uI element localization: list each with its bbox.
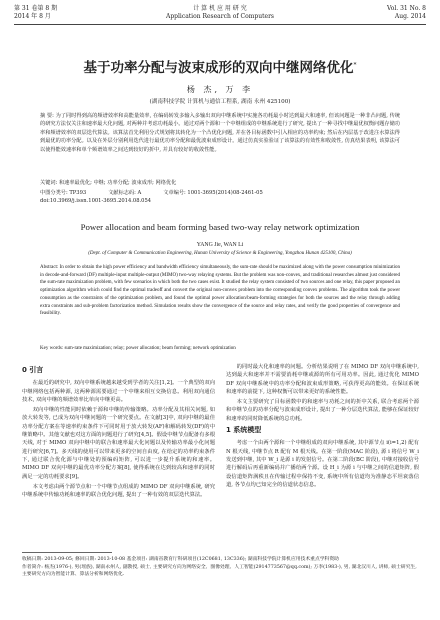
journal-name-cn: 计 算 机 应 用 研 究 [193,5,247,12]
footnote-author-bio: 作者简介: 杨杰(1976-), 男(瑶族), 湖南永州人, 副教授, 硕士, 主要研究方向为网络安全、图像处理、人工智能(2914773567@qq.com); 万李(1983-), 男, 湖北汉川人, 讲师, 硕士研究生, 主要研究方向为智能计算、算法分析和网络优化. [22,564,417,577]
header-rule [14,24,426,25]
keywords-cn: 关键词: 和速率最优化; 中继; 功率分配; 波束成形; 网络优化 [40,180,177,186]
title-footnote-mark: * [353,61,357,69]
clc-number: 中图分类号: TP393 [40,190,87,196]
volume-issue: 第 31 卷第 8 期 [14,5,58,12]
authors-en: YANG Jie, WAN Li [196,242,244,248]
issue-date-en: Aug. 2014 [394,13,426,20]
document-code: 文献标志码: A [108,190,142,196]
article-number: 文章编号: 1001-3695(2014)08-2461-05 [163,190,263,196]
paragraph: 在最近的研究中, 双向中继系统越来越受到学者的关注[1,2]。一个典型的双向中继网络包括两种源, 这两种源需要通过一个中继来相互交换信息。利用双向通信技术, 双向中继的频谱效率比单向中继更高。 [22,380,215,403]
abstract-cn: 摘 要: 为了同时得到高的频谱效率和高能量效率, 在编码转发多输入多输出双向中继系统中实施各功耗最小时达到最大和速率, 但该问题是一种非凸问题, 传统的研究方法仅关注和速率最大化问题, 对两种并考虑功耗最小。通过对两个源和一个中继组成的中继系统进行了研究, 提出了一种寻找中继最优权衡问题存储功率和频谱效率的双层迭代算法。该算法首先利用分式规划将其转化为一个凸优化问题, 并在各目标函数中引入相应的功率约束; 然后在内层基于改进注水算法得到最优的功率分配。以及在外层分别利用迭代进行最优功率分配和最优波束成形设计。通过仿真实验验证了该算法的有效性和收敛性, 仿真结果表明, 该算法可以使得能效速率和单个频谱效率之间达到较好的折中, 并具有较好的收敛性能。 [40,113,400,153]
section-heading-intro: 0 引言 [22,366,44,374]
paragraph: 本文主要研究了目标函数中的和速率与功耗之间的折中关系, 联合考虑两个源和中继节点的功率分配与波束成形设计, 提出了一种分层迭代算法, 能够在保证较好和速率的同时降低系统的总功耗。 [226,399,419,422]
paragraph: 本文考虑由两个源节点和一个中继节点组成的 MIMO DF 双向中继系统, 研究中继系统中传输功耗和速率的联合优化问题, 提出了一种有效的双层迭代算法。 [22,483,215,499]
affiliation-cn: (湖南科技学院 计算机与通信工程系, 湖南 永州 425100) [149,99,291,105]
authors-cn: 杨 杰, 万 李 [186,85,254,94]
affiliation-en: (Dept. of Computer & Communication Engineering, Hunan University of Science & Engineering, Yongzhou Hunan 425100, China) [88,251,352,256]
footnote-rule [22,552,112,553]
body-column-right [226,363,419,491]
paper-title-en: Power allocation and beam forming based two-way relay network optimization [80,222,360,232]
footnote [22,556,418,579]
body-column-left [22,363,215,501]
header-right [387,5,426,21]
volume-issue-en: Vol. 31 No. 8 [386,5,426,12]
keywords-en: Key words: sum-rate maximization; relay; power allocation; beam forming; network optimization [40,346,236,351]
issue-date: 2014 年 8 月 [14,13,51,20]
doi: doi:10.3969/j.issn.1001-3695.2014.08.054 [40,198,152,205]
journal-name-en: Application Research of Computers [165,13,275,20]
paragraph: 考虑一个由两个源和一个中继组成的双向中继系统, 其中源节点 i(i=1,2) 配有 N 根天线, 中继节点 R 配有 M 根天线。在第一阶段(MAC 阶段), 源 i 将信号 W_i 发送到中继, 其中 W_i 是源 i 的发射信号。在第二阶段(BC 阶段), 中继对接收信号进行解码后再重新编码并广播给两个源。设 H_i 为源 i 与中继之间的信道矩阵, 假设信道矩阵满秩且在传输过程中保持不变, 系统中所有信道均为准静态平坦衰落信道, 各节点均已知完全的信道状态信息。 [226,440,419,488]
paragraph: 双向中继的性能同时依赖于源和中继的传输策略。功率分配及其相关问题, 如放大转发等, 已成为双向中继问题的一个研究要点。在文献[3]中, 双向中继的最佳功率分配方案在等速率约束条件下可同时用于放大转发(AF)和解码转发(DF)的中继策略中。其他文献也对这方面的问题进行了研究[4,5]。假设中继节点配备有多根天线, 对于 MIMO 双向中继中的联合和速率最大化问题以及传输功率最小化问题进行研究[6,7]。多天线的使用可以带来更多的空间自由度, 在给定的功率约束条件下, 通过联合优化源与中继处的预编码矩阵, 可以进一步提升系统的和速率。MIMO DF 双向中继的最优功率分配方案[8], 使得系统在达到较高和速率的同时满足一定的功耗要求[9]。 [22,407,215,480]
abstract-en: Abstract: In order to obtain the high power efficiency and bandwidth efficiency simultaneously, the sum-rate should be maximized along with the power consumption minimization in decode-and-forward (DF) multiple-input multiple-output (MIMO) two-way relaying systems. But the problem was non-convex, and traditional researches almost just considered the sum-rate maximization problem, with few scenarios in which both the two cases exist. It studied the relay system consisted of two sources and one relay, this paper proposed an optimization algorithm which could find the optimal tradeoff and convert the original non-convex problem into the corresponding convex problems. The algorithm took the power consumption as the constraints of the optimization problem, and found the optimal power allocation/beam-forming strategies for both the sources and the relay through adding extra constraints and sub-problem factorization method. Simulation results show the convergence of the source and relay rates, and verify the good properties of convergence and feasibility. [40,265,400,317]
paragraph: 的同时最大化和速率的问题。分析结果说明了在 MIMO DF 双向中继系统中, 达到最大和速率并不需要消耗中继或源的所有可用功率。因此, 通过优化 MIMO DF 双向中继系统中的功率分配和波束成形策略, 可获得更高的能效。在保证系统和速率的前提下, 这种权衡可以带来更好的系统性能。 [226,364,419,395]
footnote-received: 收稿日期: 2013-09-05; 修回日期: 2013-10-08 基金项目: 湖南省教育厅科研项目(12C0681, 13C336); 湖南科技学院计算机应用技术重点学科资助 [22,557,339,562]
header-center [14,5,426,21]
paper-title-cn [0,56,440,76]
article-meta [40,189,400,206]
section-heading-system-model: 1 系统模型 [226,426,262,435]
title-cn-text: 基于功率分配与波束成形的双向中继网络优化 [83,60,354,76]
